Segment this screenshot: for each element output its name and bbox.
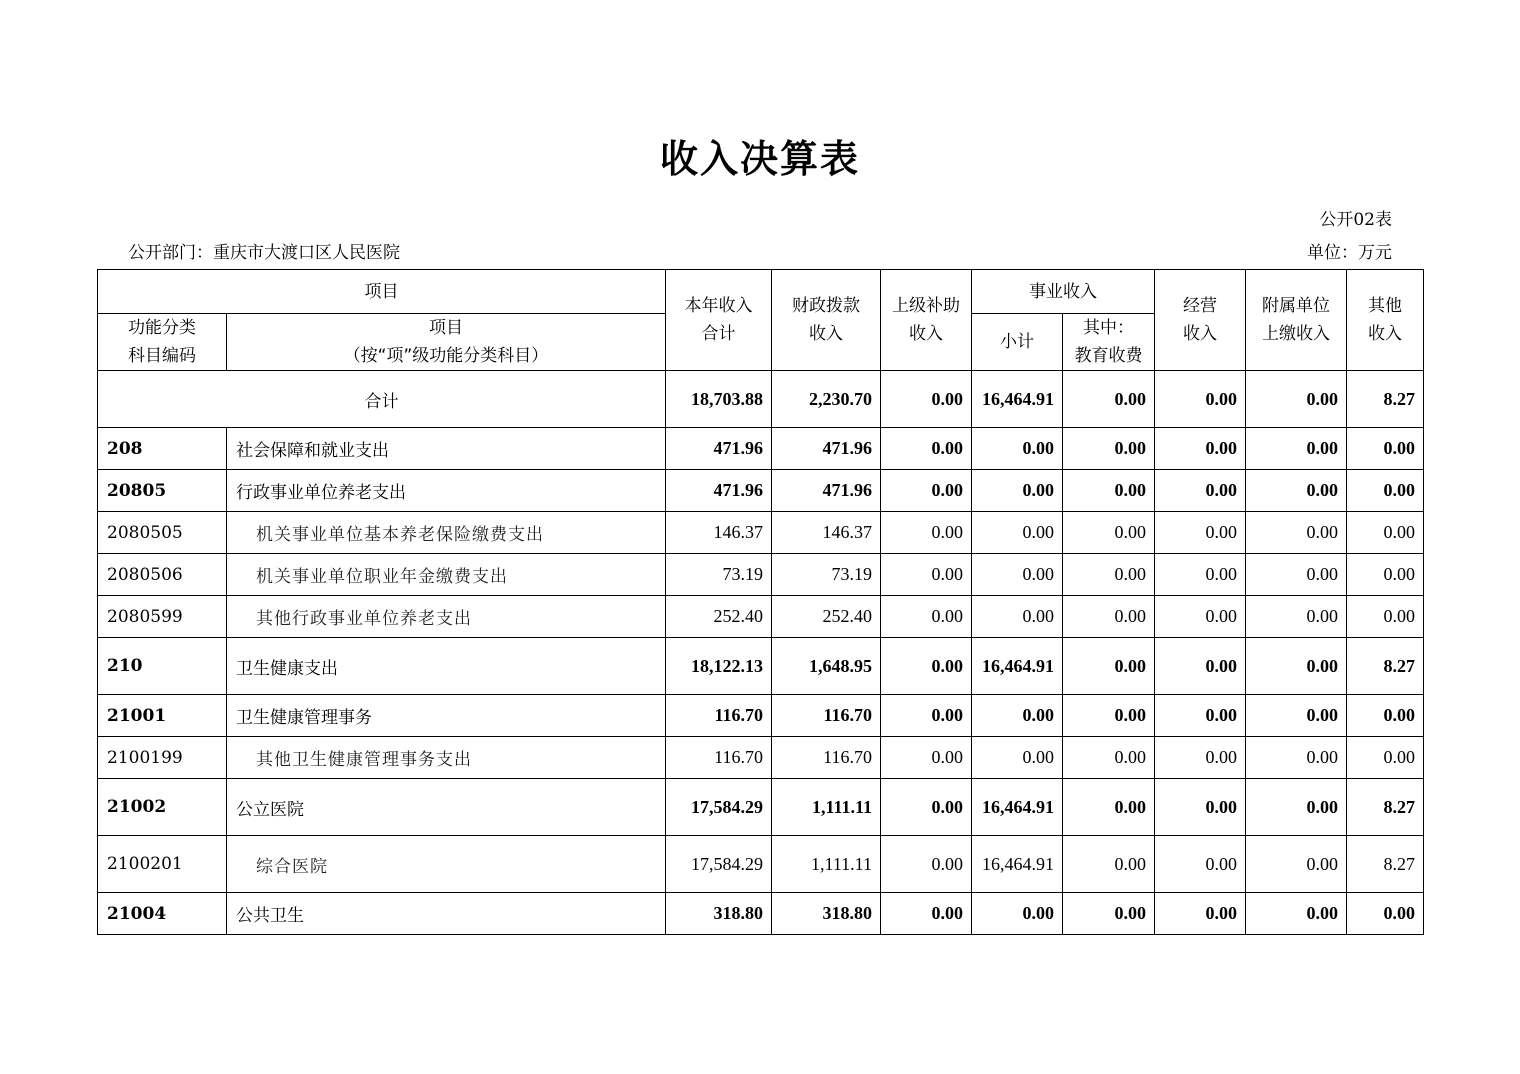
header-total-income: 本年收入 合计 [666,270,772,371]
row-code: 20805 [98,470,227,512]
row-code: 21001 [98,695,227,737]
row-value: 0.00 [1347,893,1424,935]
row-value: 0.00 [881,695,972,737]
row-value: 0.00 [972,695,1063,737]
table-row [98,779,1424,836]
row-value: 0.00 [1155,836,1246,893]
header-fiscal: 财政拨款 收入 [772,270,881,371]
row-name: 机关事业单位基本养老保险缴费支出 [227,512,666,554]
row-value: 0.00 [1063,470,1155,512]
row-value: 0.00 [1063,737,1155,779]
row-code: 208 [98,428,227,470]
row-value: 0.00 [1063,779,1155,836]
row-value: 16,464.91 [972,836,1063,893]
row-value: 0.00 [1155,893,1246,935]
header-edu: 其中： 教育收费 [1063,314,1155,371]
header-subtotal: 小计 [972,314,1063,371]
row-value: 0.00 [1347,428,1424,470]
row-value: 0.00 [1347,554,1424,596]
row-value: 116.70 [666,695,772,737]
unit-label: 单位：万元 [1307,243,1392,263]
row-value: 0.00 [1246,737,1347,779]
table-row [98,512,1424,554]
row-value: 0.00 [1063,554,1155,596]
row-name: 其他卫生健康管理事务支出 [227,737,666,779]
row-value: 0.00 [1347,512,1424,554]
row-value: 0.00 [1155,695,1246,737]
row-name: 综合医院 [227,836,666,893]
row-value: 0.00 [1246,470,1347,512]
row-name: 公立医院 [227,779,666,836]
row-value: 0.00 [972,737,1063,779]
row-value: 0.00 [1155,779,1246,836]
row-code: 2080506 [98,554,227,596]
total-cell: 8.27 [1347,371,1424,428]
table-row [98,428,1424,470]
row-code: 21004 [98,893,227,935]
total-cell: 0.00 [1063,371,1155,428]
table-row [98,470,1424,512]
row-value: 0.00 [1347,695,1424,737]
total-row [98,371,1424,428]
row-value: 17,584.29 [666,836,772,893]
row-value: 0.00 [972,470,1063,512]
row-value: 0.00 [1347,470,1424,512]
row-value: 0.00 [881,779,972,836]
row-value: 471.96 [666,470,772,512]
row-value: 0.00 [881,596,972,638]
row-value: 8.27 [1347,779,1424,836]
row-value: 0.00 [1246,779,1347,836]
total-cell: 18,703.88 [666,371,772,428]
form-number: 公开02表 [1319,210,1392,230]
row-name: 机关事业单位职业年金缴费支出 [227,554,666,596]
header-business-group: 事业收入 [972,270,1155,314]
row-value: 0.00 [1063,428,1155,470]
row-value: 0.00 [1063,512,1155,554]
row-value: 318.80 [772,893,881,935]
row-value: 318.80 [666,893,772,935]
row-value: 0.00 [1155,428,1246,470]
row-code: 2080599 [98,596,227,638]
header-other: 其他 收入 [1347,270,1424,371]
row-code: 210 [98,638,227,695]
header-affiliated: 附属单位 上缴收入 [1246,270,1347,371]
row-value: 0.00 [1246,512,1347,554]
row-value: 1,111.11 [772,836,881,893]
row-value: 1,111.11 [772,779,881,836]
row-value: 252.40 [772,596,881,638]
row-value: 252.40 [666,596,772,638]
header-superior: 上级补助 收入 [881,270,972,371]
table-row [98,596,1424,638]
row-value: 0.00 [881,836,972,893]
row-value: 0.00 [881,893,972,935]
row-value: 0.00 [1246,554,1347,596]
row-value: 1,648.95 [772,638,881,695]
row-value: 0.00 [972,596,1063,638]
row-value: 0.00 [972,554,1063,596]
row-value: 0.00 [881,638,972,695]
row-value: 0.00 [881,428,972,470]
row-value: 0.00 [1063,893,1155,935]
row-value: 0.00 [1155,554,1246,596]
row-value: 471.96 [772,470,881,512]
row-code: 2100201 [98,836,227,893]
row-value: 73.19 [772,554,881,596]
row-value: 0.00 [1063,596,1155,638]
row-value: 0.00 [1246,695,1347,737]
row-value: 0.00 [1155,737,1246,779]
row-value: 0.00 [881,512,972,554]
table-row [98,836,1424,893]
header-item-group: 项目 [98,270,666,314]
row-value: 8.27 [1347,638,1424,695]
row-value: 0.00 [1155,596,1246,638]
table-row [98,893,1424,935]
row-value: 116.70 [666,737,772,779]
row-value: 0.00 [1246,428,1347,470]
table-row [98,695,1424,737]
row-value: 0.00 [881,554,972,596]
row-value: 0.00 [1246,596,1347,638]
table-row [98,737,1424,779]
row-name: 公共卫生 [227,893,666,935]
row-value: 0.00 [972,893,1063,935]
row-value: 0.00 [1063,695,1155,737]
total-label: 合计 [98,371,666,428]
row-value: 16,464.91 [972,638,1063,695]
row-value: 471.96 [666,428,772,470]
header-func-name: 项目 （按“项”级功能分类科目） [227,314,666,371]
department-label: 公开部门：重庆市大渡口区人民医院 [128,243,400,263]
row-value: 0.00 [1246,638,1347,695]
row-value: 0.00 [1155,638,1246,695]
page-title: 收入决算表 [659,137,860,181]
total-cell: 0.00 [881,371,972,428]
table-row [98,554,1424,596]
row-value: 116.70 [772,695,881,737]
row-value: 16,464.91 [972,779,1063,836]
row-value: 146.37 [772,512,881,554]
row-value: 471.96 [772,428,881,470]
total-cell: 0.00 [1246,371,1347,428]
row-value: 17,584.29 [666,779,772,836]
row-value: 0.00 [881,470,972,512]
row-name: 社会保障和就业支出 [227,428,666,470]
income-table [97,269,1424,935]
table-row [98,638,1424,695]
row-name: 其他行政事业单位养老支出 [227,596,666,638]
row-value: 0.00 [1063,836,1155,893]
row-code: 21002 [98,779,227,836]
row-name: 卫生健康支出 [227,638,666,695]
row-value: 0.00 [1063,638,1155,695]
row-value: 116.70 [772,737,881,779]
row-value: 0.00 [881,737,972,779]
total-cell: 2,230.70 [772,371,881,428]
row-value: 0.00 [1347,596,1424,638]
row-name: 行政事业单位养老支出 [227,470,666,512]
header-operating: 经营 收入 [1155,270,1246,371]
row-value: 0.00 [1246,893,1347,935]
total-cell: 0.00 [1155,371,1246,428]
row-value: 0.00 [972,428,1063,470]
row-value: 0.00 [972,512,1063,554]
header-func-code: 功能分类 科目编码 [98,314,227,371]
row-value: 0.00 [1347,737,1424,779]
row-value: 18,122.13 [666,638,772,695]
row-value: 146.37 [666,512,772,554]
row-code: 2080505 [98,512,227,554]
total-cell: 16,464.91 [972,371,1063,428]
row-name: 卫生健康管理事务 [227,695,666,737]
row-value: 0.00 [1246,836,1347,893]
row-value: 73.19 [666,554,772,596]
row-value: 0.00 [1155,512,1246,554]
row-code: 2100199 [98,737,227,779]
row-value: 0.00 [1155,470,1246,512]
row-value: 8.27 [1347,836,1424,893]
